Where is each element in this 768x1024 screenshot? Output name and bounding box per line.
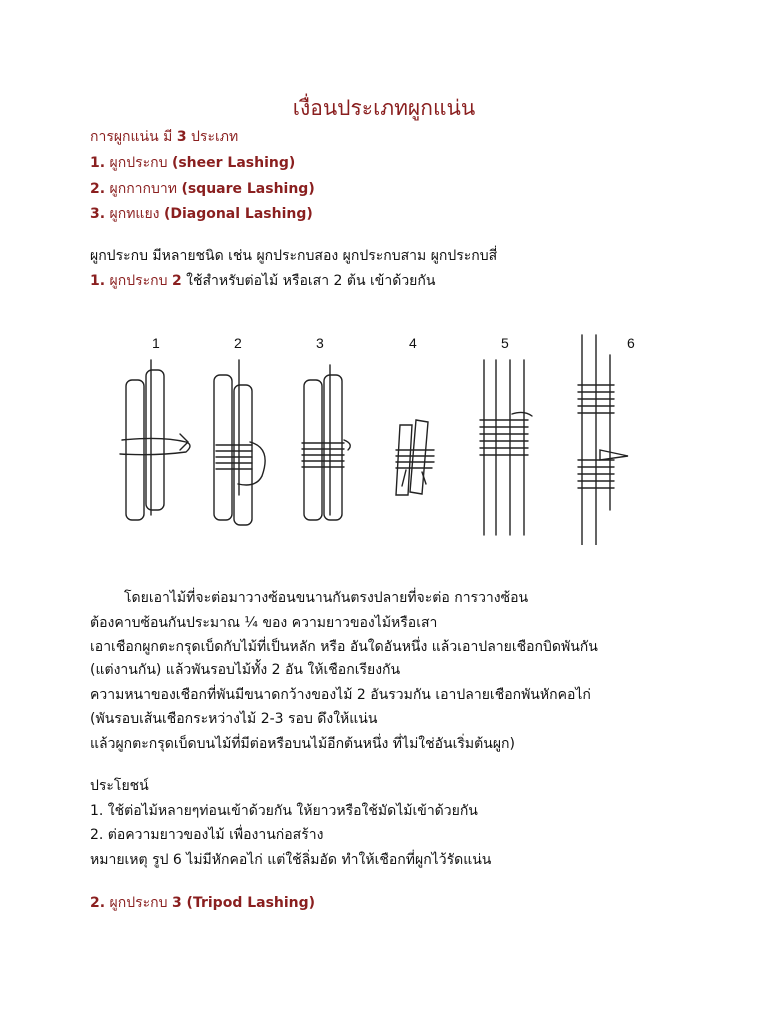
step-3-drawing <box>302 365 350 520</box>
step-5-drawing <box>480 360 532 535</box>
type-item-en: (square Lashing) <box>181 181 315 197</box>
benefits-heading: ประโยชน์ <box>90 778 149 794</box>
step-label-4: 4 <box>409 335 417 351</box>
type-item-1 <box>90 154 295 172</box>
benefit-item: 1. ใช้ต่อไม้หลายๆท่อนเข้าด้วยกัน ให้ยาวหรือใช้มัดไม้เข้าด้วยกัน <box>90 803 478 819</box>
kinds-line: ผูกประกบ มีหลายชนิด เช่น ผูกประกบสอง ผูกประกบสาม ผูกประกบสี่ <box>90 248 498 264</box>
type-item-name: ผูกประกบ <box>105 155 172 171</box>
section2-en: (Tripod Lashing) <box>181 895 316 911</box>
lashing-illustration <box>100 330 680 545</box>
type-item-en: (sheer Lashing) <box>171 155 296 171</box>
body-line: ต้องคาบซ้อนกันประมาณ ¼ ของ ความยาวของไม้หรือเสา <box>90 615 438 631</box>
types-heading-text: การผูกแน่น มี <box>90 129 177 145</box>
types-heading-suffix: ประเภท <box>186 129 239 145</box>
subsection-num: 1. <box>90 273 106 289</box>
step-label-2: 2 <box>234 335 242 351</box>
section2-name: ผูกประกบ <box>105 895 172 911</box>
type-item-num: 2. <box>90 181 106 197</box>
step-2-drawing <box>214 360 265 525</box>
types-heading-count: 3 <box>176 129 187 145</box>
type-item-name: ผูกกากบาท <box>105 181 182 197</box>
step-label-5: 5 <box>501 335 509 351</box>
step-label-6: 6 <box>627 335 635 351</box>
body-line: เอาเชือกผูกตะกรุดเบ็ดกับไม้ที่เป็นหลัก หรือ อันใดอันหนึ่ง แล้วเอาปลายเชือกบิดพันกัน <box>90 639 598 655</box>
body-line: แล้วผูกตะกรุดเบ็ดบนไม้ที่มีต่อหรือบนไม้อีกต้นหนึ่ง ที่ไม่ใช่อันเริ่มต้นผูก) <box>90 736 515 752</box>
lashing-steps-figure <box>100 330 680 545</box>
page-title: เงื่อนประเภทผูกแน่น <box>292 96 476 120</box>
subsection-name: ผูกประกบ <box>105 273 172 289</box>
type-item-num: 3. <box>90 206 106 222</box>
body-line: (พันรอบเส้นเชือกระหว่างไม้ 2-3 รอบ ดึงให้แน่น <box>90 711 378 727</box>
types-heading <box>90 128 238 146</box>
step-6-drawing <box>578 335 628 545</box>
section2-count: 3 <box>171 895 182 911</box>
type-item-en: (Diagonal Lashing) <box>163 206 313 222</box>
body-line: โดยเอาไม้ที่จะต่อมาวางซ้อนขนานกันตรงปลายที่จะต่อ การวางซ้อน <box>124 590 529 606</box>
step-4-drawing <box>396 420 434 495</box>
step-1-drawing <box>120 360 190 520</box>
benefit-item: 2. ต่อความยาวของไม้ เพื่องานก่อสร้าง <box>90 827 324 843</box>
step-label-3: 3 <box>316 335 324 351</box>
body-line: (แต่งานกัน) แล้วพันรอบไม้ทั้ง 2 อัน ให้เชือกเรียงกัน <box>90 662 401 678</box>
type-item-2 <box>90 180 315 198</box>
body-line: ความหนาของเชือกที่พันมีขนาดกว้างของไม้ 2 อันรวมกัน เอาปลายเชือกพันหักคอไก่ <box>90 687 591 703</box>
subsection-heading <box>90 272 435 290</box>
section2-num: 2. <box>90 895 106 911</box>
type-item-3 <box>90 205 313 223</box>
section2-heading <box>90 894 315 912</box>
type-item-num: 1. <box>90 155 106 171</box>
type-item-name: ผูกทแยง <box>105 206 164 222</box>
note-line: หมายเหตุ รูป 6 ไม่มีหักคอไก่ แต่ใช้ลิ่มอัด ทำให้เชือกที่ผูกไว้รัดแน่น <box>90 852 492 868</box>
step-label-1: 1 <box>152 335 160 351</box>
subsection-desc: ใช้สำหรับต่อไม้ หรือเสา 2 ต้น เข้าด้วยกัน <box>181 273 436 289</box>
subsection-count: 2 <box>171 273 182 289</box>
